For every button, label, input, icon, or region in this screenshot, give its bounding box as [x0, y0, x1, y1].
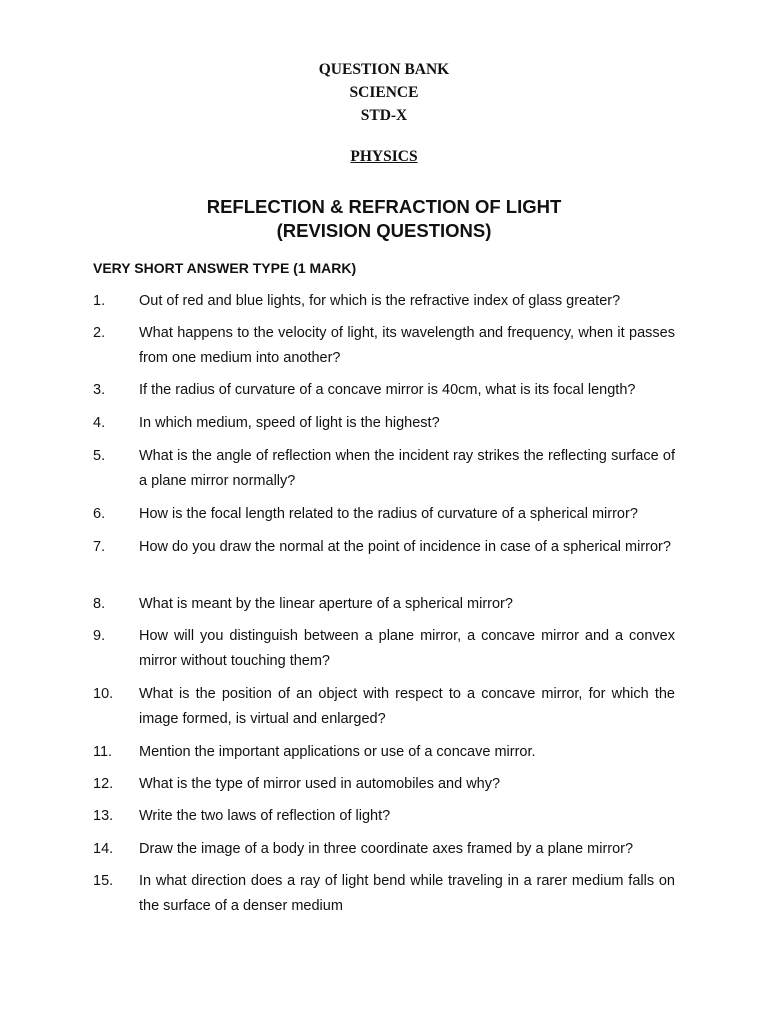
question-number: 14. [93, 841, 114, 857]
question-number: 2. [93, 325, 106, 341]
question-text: What is the angle of reflection when the incident ray strikes the reflecting surface of a plane mirror normally? [139, 448, 675, 489]
question-number: 4. [93, 415, 106, 431]
question-text: Mention the important applications or use of a concave mirror. [139, 744, 536, 760]
question-number: 10. [93, 686, 114, 702]
question-text: In what direction does a ray of light bend while traveling in a rarer medium falls on the surface of a denser medium [139, 873, 675, 914]
question-number: 9. [93, 628, 106, 644]
question-text: What is the type of mirror used in automobiles and why? [139, 776, 501, 792]
chapter-title-main: REFLECTION & REFRACTION OF LIGHT [206, 196, 562, 217]
question-text: How is the focal length related to the radius of curvature of a spherical mirror? [139, 506, 638, 522]
question-number: 15. [93, 873, 114, 889]
question-number: 3. [93, 382, 106, 398]
question-text: If the radius of curvature of a concave mirror is 40cm, what is its focal length? [139, 382, 636, 398]
question-text: In which medium, speed of light is the highest? [139, 415, 440, 431]
question-number: 13. [93, 808, 114, 824]
question-text: Draw the image of a body in three coordinate axes framed by a plane mirror? [139, 841, 634, 857]
question-number: 5. [93, 448, 106, 464]
question-number: 11. [93, 744, 113, 760]
header-science: SCIENCE [349, 84, 419, 101]
question-text: How will you distinguish between a plane mirror, a concave mirror and a convex mirror without touching them? [139, 628, 675, 669]
section-heading: VERY SHORT ANSWER TYPE (1 MARK) [93, 260, 357, 276]
subject-heading: PHYSICS [350, 148, 418, 165]
chapter-title [0, 195, 768, 243]
question-text: How do you draw the normal at the point of incidence in case of a spherical mirror? [139, 539, 671, 555]
document-header [0, 58, 768, 127]
chapter-title-sub: (REVISION QUESTIONS) [276, 220, 492, 241]
question-number: 7. [93, 539, 106, 555]
question-number: 8. [93, 596, 106, 612]
header-standard: STD-X [360, 107, 408, 124]
question-text: Write the two laws of reflection of light? [139, 808, 391, 824]
question-number: 1. [93, 293, 106, 309]
question-number: 6. [93, 506, 106, 522]
question-number: 12. [93, 776, 114, 792]
question-text: What happens to the velocity of light, its wavelength and frequency, when it passes from one medium into another? [139, 325, 675, 366]
header-question-bank: QUESTION BANK [318, 61, 450, 78]
question-text: What is the position of an object with respect to a concave mirror, for which the image formed, is virtual and enlarged? [139, 686, 675, 727]
question-text: Out of red and blue lights, for which is the refractive index of glass greater? [139, 293, 621, 309]
question-text: What is meant by the linear aperture of a spherical mirror? [139, 596, 513, 612]
